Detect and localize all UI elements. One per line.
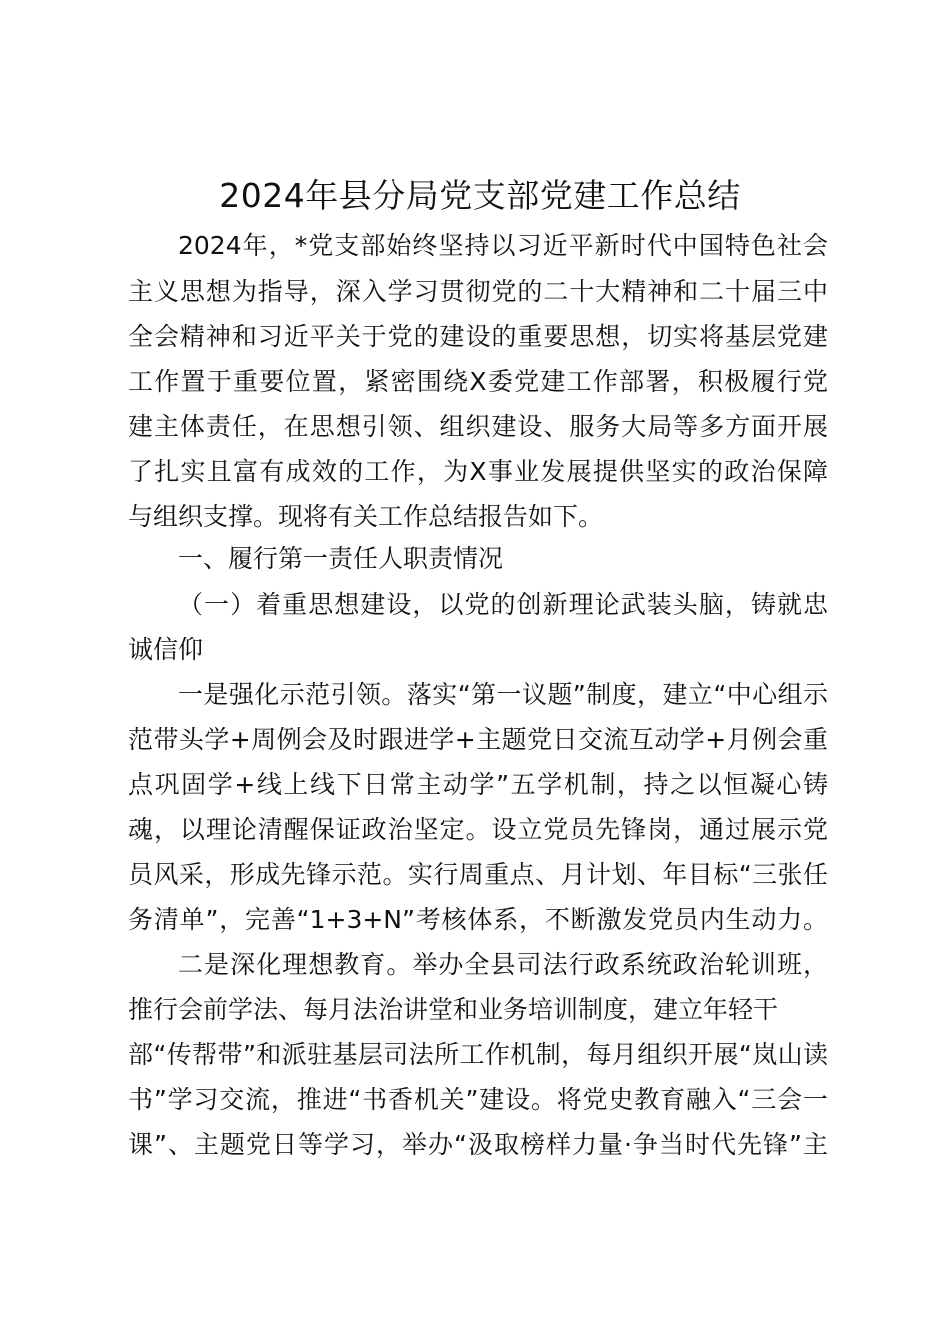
paragraph-line: 课”、主题党日等学习，举办“汲取榜样力量·争当时代先锋”主: [128, 1130, 828, 1159]
document-title: 2024年县分局党支部党建工作总结: [219, 176, 741, 215]
subsection-heading: （一）着重思想建设，以党的创新理论武装头脑，铸就忠: [178, 590, 828, 619]
paragraph-line: 推行会前学法、每月法治讲堂和业务培训制度，建立年轻干: [128, 995, 779, 1024]
paragraph-line: 二是深化理想教育。举办全县司法行政系统政治轮训班，: [178, 950, 828, 979]
paragraph-line: 全会精神和习近平关于党的建设的重要思想，切实将基层党建: [128, 322, 828, 351]
paragraph-line: 务清单”，完善“1+3+N”考核体系，不断激发党员内生动力。: [128, 905, 828, 934]
paragraph-line: 点巩固学+线上线下日常主动学”五学机制，持之以恒凝心铸: [128, 770, 828, 799]
paragraph-line: 员风采，形成先锋示范。实行周重点、月计划、年目标“三张任: [128, 860, 828, 889]
paragraph-line: 一是强化示范引领。落实“第一议题”制度，建立“中心组示: [178, 680, 828, 709]
paragraph-line: 魂，以理论清醒保证政治坚定。设立党员先锋岗，通过展示党: [128, 815, 828, 844]
paragraph-line: 部“传帮带”和派驻基层司法所工作机制，每月组织开展“岚山读: [128, 1040, 828, 1069]
paragraph-line: 与组织支撑。现将有关工作总结报告如下。: [128, 502, 604, 531]
section-heading: 一、履行第一责任人职责情况: [178, 544, 504, 573]
paragraph-line: 范带头学+周例会及时跟进学+主题党日交流互动学+月例会重: [128, 725, 828, 754]
paragraph-line: 建主体责任，在思想引领、组织建设、服务大局等多方面开展: [128, 412, 828, 441]
paragraph-line: 了扎实且富有成效的工作，为X事业发展提供坚实的政治保障: [128, 457, 828, 486]
paragraph-line: 2024年，*党支部始终坚持以习近平新时代中国特色社会: [178, 231, 828, 260]
paragraph-line: 主义思想为指导，深入学习贯彻党的二十大精神和二十届三中: [128, 277, 828, 306]
paragraph-line: 工作置于重要位置，紧密围绕X委党建工作部署，积极履行党: [128, 367, 828, 396]
subsection-heading-continued: 诚信仰: [128, 635, 204, 664]
paragraph-line: 书”学习交流，推进“书香机关”建设。将党史教育融入“三会一: [128, 1085, 828, 1114]
